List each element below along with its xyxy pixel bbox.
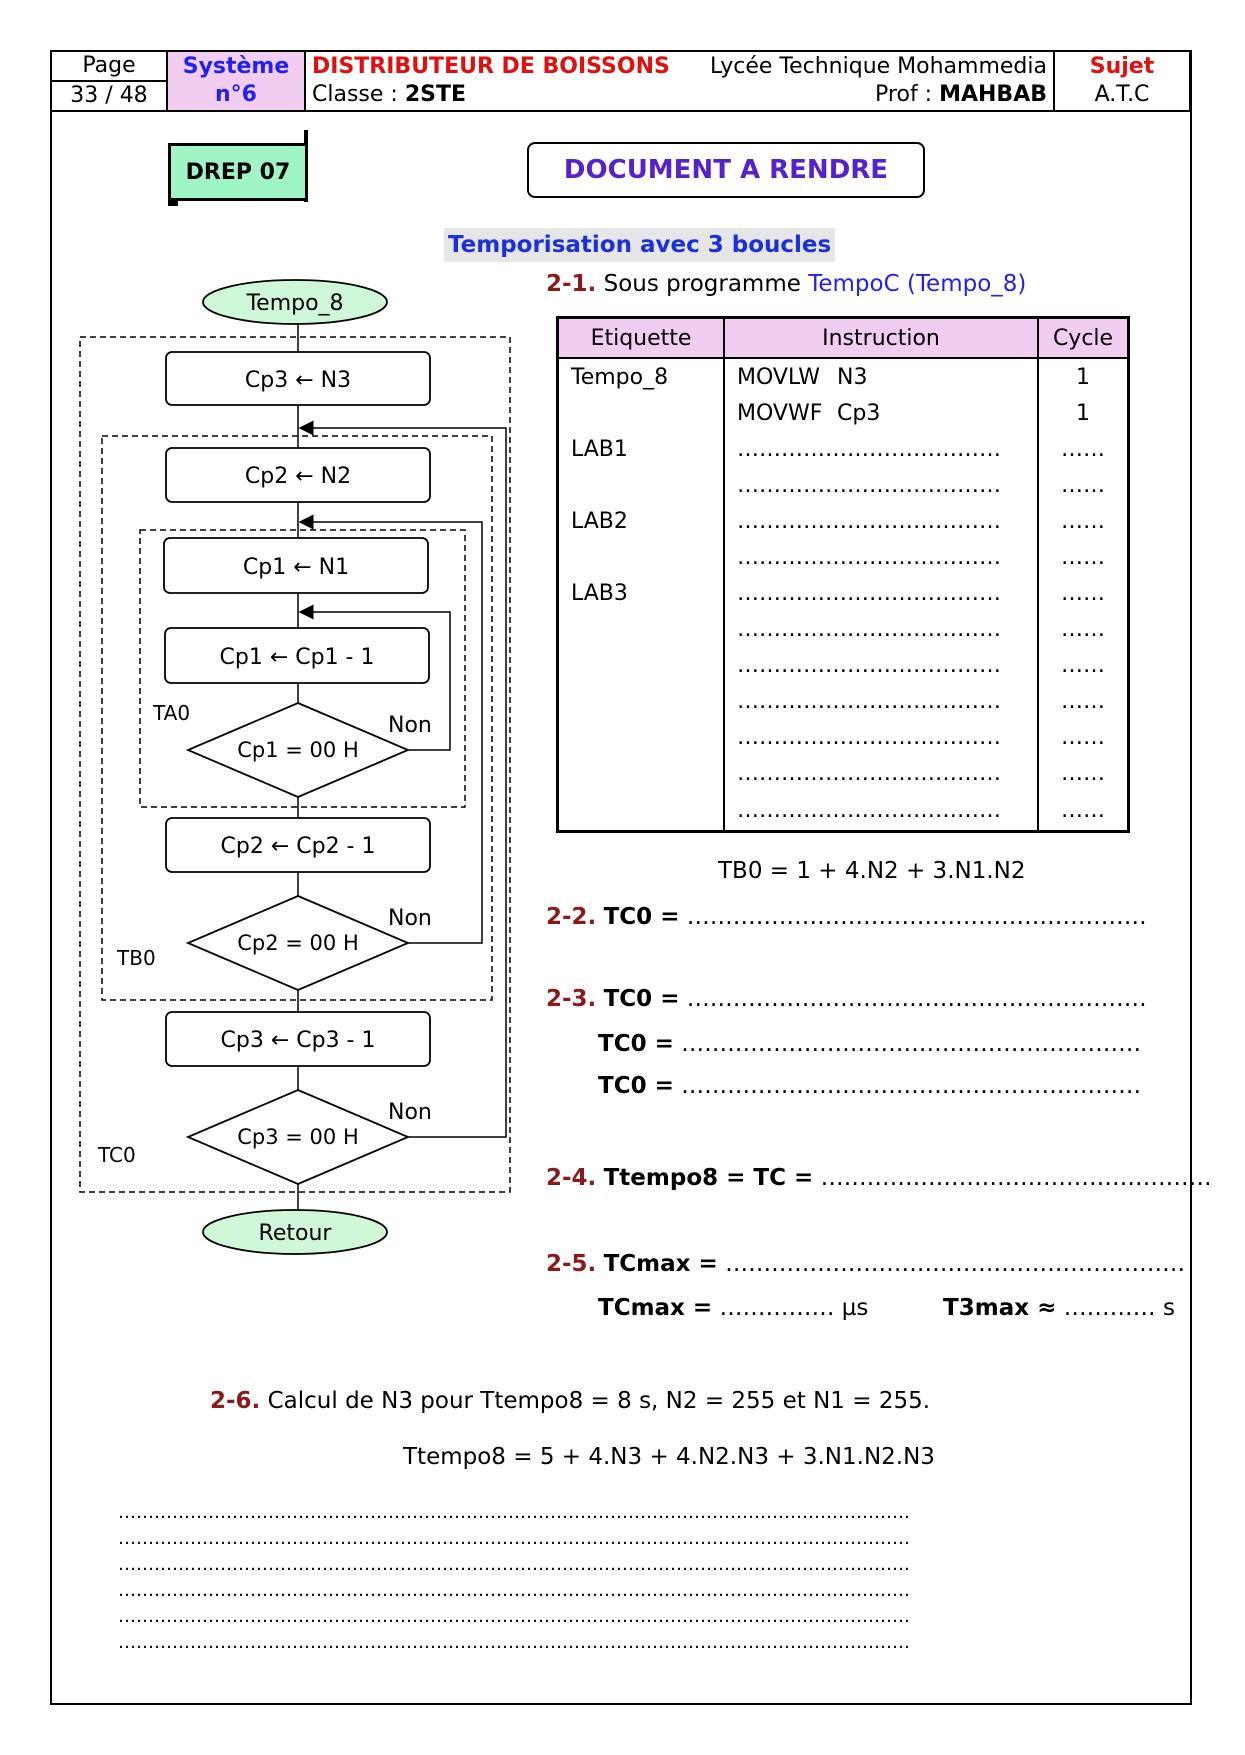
cell-instruction[interactable] (724, 683, 1038, 719)
cell-cycle[interactable]: …… (1038, 791, 1129, 831)
cell-cycle[interactable]: …… (1038, 683, 1129, 719)
q22-num: 2-2. (546, 904, 597, 930)
box-cp2-dec-text: Cp2 ← Cp2 - 1 (220, 834, 376, 859)
answer-line[interactable]: …………………………………………………………………………………………………………………… (118, 1554, 910, 1575)
q26-text: Calcul de N3 pour Ttempo8 = 8 s, N2 = 255 et N1 = 255. (267, 1388, 931, 1414)
class-value: 2STE (404, 82, 466, 107)
tc0-label: TC0 (98, 1143, 136, 1167)
table-row (558, 467, 1129, 503)
page-value: 33 / 48 (52, 80, 166, 110)
cell-instruction[interactable] (724, 431, 1038, 467)
cell-cycle[interactable]: …… (1038, 503, 1129, 539)
cell-cycle[interactable]: …… (1038, 611, 1129, 647)
col-etiquette: Etiquette (558, 318, 725, 359)
non-label-2: Non (388, 906, 432, 931)
table-row (558, 683, 1129, 719)
decision-cp2-text: Cp2 = 00 H (237, 931, 359, 955)
cell-label (558, 611, 725, 647)
cell-label (558, 467, 725, 503)
instr-op: ……………………………… (737, 580, 1001, 606)
non-label-3: Non (388, 1100, 432, 1125)
table-row (558, 791, 1129, 831)
question-2-4 (546, 1163, 1212, 1193)
cell-label: LAB2 (558, 503, 725, 539)
instr-op: ……………………………… (737, 616, 1001, 642)
drep-badge: DREP 07 (168, 143, 308, 201)
box-cp1-dec-text: Cp1 ← Cp1 - 1 (219, 645, 375, 670)
cell-label: LAB1 (558, 431, 725, 467)
cell-cycle[interactable]: …… (1038, 431, 1129, 467)
q21-text: Sous programme (603, 271, 809, 297)
answer-line[interactable]: …………………………………………………………………………………………………………………… (118, 1502, 910, 1523)
answer-lines (118, 1500, 910, 1656)
cell-instruction[interactable] (724, 719, 1038, 755)
box-cp1-init-text: Cp1 ← N1 (242, 555, 350, 580)
instr-op: ……………………………… (737, 797, 1001, 823)
system-value: n°6 (215, 82, 257, 107)
subject-value: A.T.C (1094, 82, 1150, 107)
cell-instruction[interactable] (724, 575, 1038, 611)
q23-lhs: TC0 = (603, 986, 680, 1012)
table-row (558, 358, 1129, 395)
question-2-5-line2 (598, 1293, 1175, 1323)
box-cp3-init-text: Cp3 ← N3 (244, 368, 352, 393)
decision-cp3-text: Cp3 = 00 H (237, 1125, 359, 1149)
instr-op: ……………………………… (737, 508, 1001, 534)
formula-ttempo8: Ttempo8 = 5 + 4.N3 + 4.N2.N3 + 3.N1.N2.N3 (403, 1444, 935, 1470)
decision-cp1-text: Cp1 = 00 H (237, 738, 359, 762)
box-cp3-dec-text: Cp3 ← Cp3 - 1 (220, 1028, 376, 1053)
system-label: Système (182, 54, 290, 79)
question-2-3-line2 (598, 1029, 1141, 1059)
cell-instruction[interactable] (724, 755, 1038, 791)
cell-instruction[interactable] (724, 467, 1038, 503)
doc-title: DISTRIBUTEUR DE BOISSONS (312, 54, 670, 79)
cell-cycle[interactable]: …… (1038, 647, 1129, 683)
instr-op: ……………………………… (737, 472, 1001, 498)
non-label-1: Non (388, 713, 432, 738)
table-row (558, 611, 1129, 647)
q25-dots2: …………… µs (719, 1295, 869, 1321)
q21-num: 2-1. (546, 271, 597, 297)
question-2-2 (546, 902, 1147, 932)
instr-arg: Cp3 (837, 400, 881, 426)
q23-dots1: …………………………………………………… (686, 986, 1147, 1012)
tb0-label: TB0 (117, 946, 156, 970)
cell-label: Tempo_8 (558, 358, 725, 395)
table-row (558, 755, 1129, 791)
answer-line[interactable]: …………………………………………………………………………………………………………………… (118, 1528, 910, 1549)
table-row (558, 503, 1129, 539)
table-row (558, 431, 1129, 467)
question-2-6 (210, 1386, 930, 1416)
question-2-3-line3 (598, 1071, 1141, 1101)
q23-lhs-2: TC0 = (598, 1031, 674, 1057)
question-2-5 (546, 1249, 1185, 1279)
q21-ref: TempoC (Tempo_8) (808, 271, 1027, 297)
question-2-1 (546, 269, 1026, 299)
cell-label (558, 683, 725, 719)
cell-label (558, 395, 725, 431)
class-label: Classe : (312, 82, 405, 107)
page-label: Page (82, 53, 136, 78)
cell-instruction[interactable] (724, 791, 1038, 831)
question-2-3 (546, 984, 1147, 1014)
q24-dots: …………………………………………… (820, 1165, 1212, 1191)
instr-arg: N3 (837, 364, 868, 390)
section-title: Temporisation avec 3 boucles (444, 228, 835, 262)
document-a-rendre: DOCUMENT A RENDRE (527, 142, 925, 198)
q25-lhs2: TCmax = (598, 1295, 713, 1321)
ta0-label: TA0 (153, 701, 191, 725)
end-label: Retour (258, 1221, 332, 1246)
cell-label (558, 719, 725, 755)
instr-op: ……………………………… (737, 652, 1001, 678)
cell-label (558, 647, 725, 683)
cell-instruction[interactable] (724, 611, 1038, 647)
cell-label (558, 791, 725, 831)
instr-op: MOVWF (737, 400, 823, 426)
table-row (558, 539, 1129, 575)
q24-num: 2-4. (546, 1165, 597, 1191)
cell-cycle[interactable]: …… (1038, 575, 1129, 611)
instruction-table (556, 316, 1130, 833)
q25-num: 2-5. (546, 1251, 597, 1277)
q22-dots: …………………………………………………… (686, 904, 1147, 930)
q25-dots: …………………………………………………… (725, 1251, 1186, 1277)
box-cp2-init-text: Cp2 ← N2 (244, 464, 352, 489)
instr-op: ……………………………… (737, 760, 1001, 786)
cell-cycle[interactable]: …… (1038, 539, 1129, 575)
instr-op: ……………………………… (737, 544, 1001, 570)
formula-tb0: TB0 = 1 + 4.N2 + 3.N1.N2 (718, 858, 1026, 884)
instr-op: ……………………………… (737, 688, 1001, 714)
q22-lhs: TC0 = (603, 904, 680, 930)
subject-label: Sujet (1089, 54, 1155, 79)
table-row (558, 395, 1129, 431)
table-row (558, 647, 1129, 683)
q23-lhs-3: TC0 = (598, 1073, 674, 1099)
cell-cycle[interactable]: …… (1038, 467, 1129, 503)
cell-cycle: 1 (1038, 395, 1129, 431)
cell-cycle[interactable]: …… (1038, 719, 1129, 755)
q25-dots3: ………… s (1063, 1295, 1175, 1321)
instr-op: ……………………………… (737, 724, 1001, 750)
q25-lhs: TCmax = (603, 1251, 718, 1277)
cell-instruction[interactable] (724, 539, 1038, 575)
cell-label: LAB3 (558, 575, 725, 611)
subject-cell (1054, 51, 1190, 111)
col-cycle: Cycle (1038, 318, 1129, 359)
answer-line[interactable]: …………………………………………………………………………………………………………………… (118, 1606, 910, 1627)
cell-cycle[interactable]: …… (1038, 755, 1129, 791)
cell-label (558, 539, 725, 575)
cell-label (558, 755, 725, 791)
q23-dots2: …………………………………………………… (681, 1031, 1142, 1057)
flowchart (0, 0, 520, 1260)
cell-instruction[interactable] (724, 503, 1038, 539)
cell-instruction[interactable] (724, 647, 1038, 683)
school-name: Lycée Technique Mohammedia (709, 54, 1047, 79)
prof-value: MAHBAB (939, 82, 1047, 107)
answer-line[interactable]: …………………………………………………………………………………………………………………… (118, 1580, 910, 1601)
cell-instruction (724, 358, 1038, 395)
table-row (558, 575, 1129, 611)
answer-line[interactable]: …………………………………………………………………………………………………………………… (118, 1632, 910, 1653)
instr-op: ……………………………… (737, 436, 1001, 462)
col-instruction: Instruction (724, 318, 1038, 359)
instr-op: MOVLW (737, 364, 820, 390)
q23-dots3: …………………………………………………… (681, 1073, 1142, 1099)
prof-label: Prof : (875, 82, 940, 107)
cell-cycle: 1 (1038, 358, 1129, 395)
table-row (558, 719, 1129, 755)
q23-num: 2-3. (546, 986, 597, 1012)
start-label: Tempo_8 (246, 291, 344, 316)
q25-lhs3: T3max ≈ (943, 1295, 1057, 1321)
q24-lhs: Ttempo8 = TC = (603, 1165, 814, 1191)
q26-num: 2-6. (210, 1388, 261, 1414)
cell-instruction (724, 395, 1038, 431)
